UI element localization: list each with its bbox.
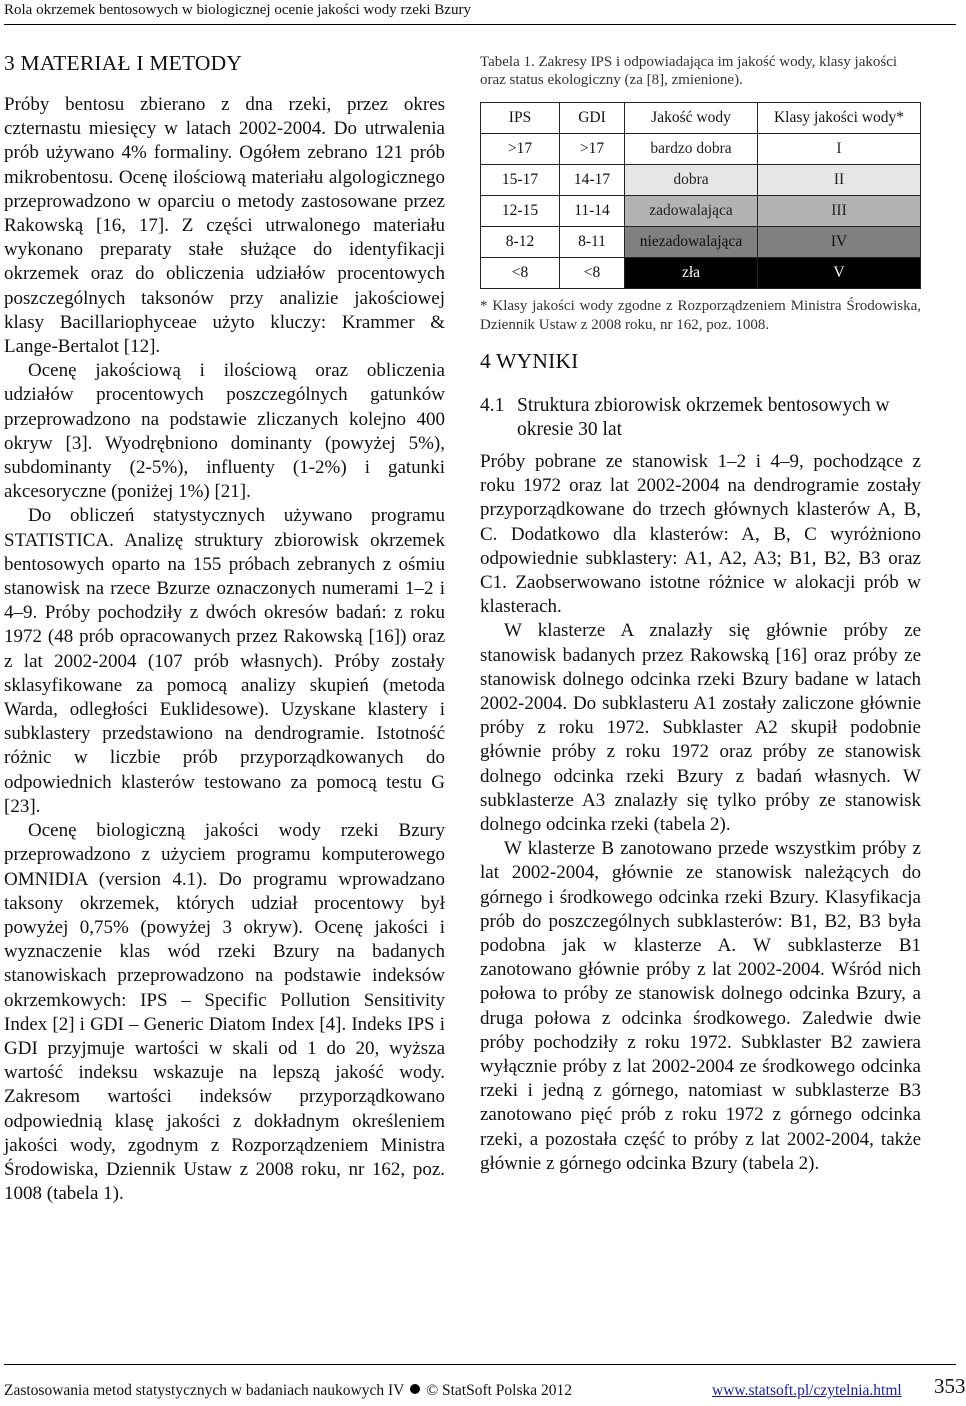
table-cell-class: III: [758, 196, 921, 227]
table-cell-class: II: [758, 165, 921, 196]
table-row: [481, 165, 921, 196]
subsection-4-1-heading: [480, 394, 921, 442]
table-row: [481, 196, 921, 227]
table-cell-quality: bardzo dobra: [625, 134, 758, 165]
table-cell-class: I: [758, 134, 921, 165]
table-cell-gdi: >17: [560, 134, 625, 165]
bullet-icon: [410, 1384, 420, 1394]
header-rule: [4, 24, 956, 25]
table-1-body: [481, 134, 921, 289]
table-header-cell: Klasy jakości wody*: [758, 103, 921, 134]
table-cell-class: V: [758, 258, 921, 289]
table-1-note: * Klasy jakości wody zgodne z Rozporządzeniem Ministra Środowiska, Dziennik Ustaw z 2008 roku, nr 162, poz. 1008.: [480, 298, 921, 333]
paragraph-methods-4: Ocenę biologiczną jakości wody rzeki Bzury przeprowadzono z użyciem programu komputerowego OMNIDIA (version 4.1). Do programu wprowadzano taksony okrzemek, których udział procentowy był powyżej 0,75% (powyżej 3 okryw). Ocenę jakości i wyznaczenie klas wód rzeki Bzury na badanych stanowiskach przeprowadzono na podstawie indeksów okrzemkowych: IPS – Specific Pollution Sensitivity Index [2] i GDI – Generic Diatom Index [4]. Indeks IPS i GDI przyjmuje wartości w skali od 1 do 20, wyższa wartość indeksu wskazuje na lepszą jakość wody. Zakresom wartości indeksów przyporządkowano odpowiednią klasę jakości z dokładnym określeniem jakości wody, zgodnym z Rozporządzeniem Ministra Środowiska, Dziennik Ustaw z 2008 roku, nr 162, poz. 1008 (tabela 1).: [4, 820, 445, 1205]
table-cell-quality: zła: [625, 258, 758, 289]
paragraph-methods-3: Do obliczeń statystycznych używano programu STATISTICA. Analizę struktury zbiorowisk okrzemek bentosowych oparto na 155 próbach zebranych z ośmiu stanowisk na rzece Bzurze oznaczonych numerami 1–2 i 4–9. Próby pochodziły z dwóch okresów badań: z roku 1972 (48 prób opracowanych przez Rakowską [16]) oraz z lat 2002-2004 (107 prób własnych). Próby zostały sklasyfikowane za pomocą analizy skupień (metoda Warda, odległości Euklidesowe). Uzyskane klastery i subklastery przedstawiono na dendrogramie. Istotność różnic w liczbie prób przyporządkowanych do odpowiednich klasterów testowano za pomocą testu G [23].: [4, 505, 445, 817]
table-cell-gdi: 8-11: [560, 227, 625, 258]
table-row: [481, 134, 921, 165]
table-cell-quality: zadowalająca: [625, 196, 758, 227]
table-header-cell: Jakość wody: [625, 103, 758, 134]
table-cell-ips: 15-17: [481, 165, 560, 196]
footer-rule: [4, 1364, 956, 1365]
paragraph-results-1: Próby pobrane ze stanowisk 1–2 i 4–9, pochodzące z roku 1972 oraz lat 2002-2004 na dendrogramie zostały przyporządkowane do trzech głównych klasterów A, B, C. Dodatkowo dla klasterów: A, B, C wyróżniono odpowiednie subklastery: A1, A2, A3; B1, B2, B3 oraz C1. Zaobserwowano istotne różnice w alokacji prób w klasterach.: [480, 451, 921, 618]
running-head: Rola okrzemek bentosowych w biologicznej ocenie jakości wody rzeki Bzury: [4, 2, 471, 18]
table-1-caption: Tabela 1. Zakresy IPS i odpowiadająca im jakość wody, klasy jakości oraz status ekologiczny (za [8], zmienione).: [480, 54, 898, 88]
paragraph-results-2: W klasterze A znalazły się głównie próby ze stanowisk badanych przez Rakowską [16] oraz próby ze stanowisk dolnego odcinka rzeki Bzury badane w latach 2002-2004. Do subklasteru A1 zostały zaliczone głównie próby z roku 1972. Subklaster A2 skupił podobnie głównie próby z roku 1972 oraz próby ze stanowisk dolnego odcinka rzeki Bzury z badań własnych. W subklasterze A3 znalazły się tylko próby ze stanowisk dolnego odcinka rzeki (tabela 2).: [480, 620, 921, 836]
right-column: [480, 30, 921, 1176]
table-cell-gdi: 11-14: [560, 196, 625, 227]
footer-text: [4, 1382, 572, 1400]
paragraph-results-3: W klasterze B zanotowano przede wszystkim próby z lat 2002-2004, głównie ze stanowisk należących do górnego i środkowego odcinka rzeki Bzury. Klasyfikacja prób do poszczególnych subklasterów: B1, B2, B3 była podobna jak w klasterze A. W subklasterze B1 zanotowano głównie próby z lat 2002-2004. Wśród nich połowa to próby ze stanowisk dolnego odcinka Bzury, a druga połowa z odcinka środkowego. Zaledwie dwie próby pochodziły z roku 1972. Subklaster B2 zawiera wyłącznie próby z lat 2002-2004 ze środkowego odcinka rzeki i jedną z górnego, natomiast w subklasterze B3 zanotowano pięć prób z roku 1972 z górnego odcinka rzeki, a pozostała część to próby z lat 2002-2004, także głównie z górnego odcinka Bzury (tabela 2).: [480, 838, 921, 1174]
table-1: [480, 102, 921, 289]
footer-conference: Zastosowania metod statystycznych w badaniach naukowych IV: [4, 1382, 405, 1399]
table-cell-gdi: <8: [560, 258, 625, 289]
page-number: 353: [934, 1374, 966, 1398]
table-header-cell: IPS: [481, 103, 560, 134]
footer-link[interactable]: www.statsoft.pl/czytelnia.html: [712, 1382, 902, 1399]
table-cell-ips: 12-15: [481, 196, 560, 227]
table-cell-quality: dobra: [625, 165, 758, 196]
table-cell-ips: >17: [481, 134, 560, 165]
left-column: [4, 30, 445, 1206]
table-cell-class: IV: [758, 227, 921, 258]
footer-copyright: © StatSoft Polska 2012: [426, 1382, 573, 1399]
table-cell-gdi: 14-17: [560, 165, 625, 196]
table-row: [481, 227, 921, 258]
table-cell-ips: 8-12: [481, 227, 560, 258]
subsection-number: 4.1: [480, 395, 505, 416]
table-cell-ips: <8: [481, 258, 560, 289]
table-header-cell: GDI: [560, 103, 625, 134]
table-cell-quality: niezadowalająca: [625, 227, 758, 258]
subsection-title: Struktura zbiorowisk okrzemek bentosowych w okresie 30 lat: [517, 395, 890, 440]
table-header-row: [481, 103, 921, 134]
paragraph-methods-2: Ocenę jakościową i ilościową oraz obliczenia udziałów procentowych poszczególnych gatunków przeprowadzono na podstawie zliczanych kolejno 400 okryw [3]. Wyodrębniono dominanty (powyżej 5%), subdominanty (2-5%), influenty (1-2%) i gatunki akcesoryczne (poniżej 1%) [21].: [4, 360, 445, 503]
table-row: [481, 258, 921, 289]
section-3-heading: 3 MATERIAŁ I METODY: [4, 51, 243, 75]
paragraph-methods-1: Próby bentosu zbierano z dna rzeki, przez okres czternastu miesięcy w latach 2002-2004. Do utrwalenia prób używano 4% formaliny. Ogółem zebrano 121 prób mikrobentosu. Ocenę ilościową materiału algologicznego przeprowadzono w oparciu o metody zastosowane przez Rakowską [16, 17]. Z części utrwalonego materiału wykonano preparaty stałe służące do identyfikacji okrzemek oraz do obliczenia udziałów procentowych poszczególnych taksonów przy analizie jakościowej klasy Bacillariophyceae użyto kluczy: Krammer & Lange-Bertalot [12].: [4, 94, 445, 358]
section-4-heading: 4 WYNIKI: [480, 349, 579, 373]
